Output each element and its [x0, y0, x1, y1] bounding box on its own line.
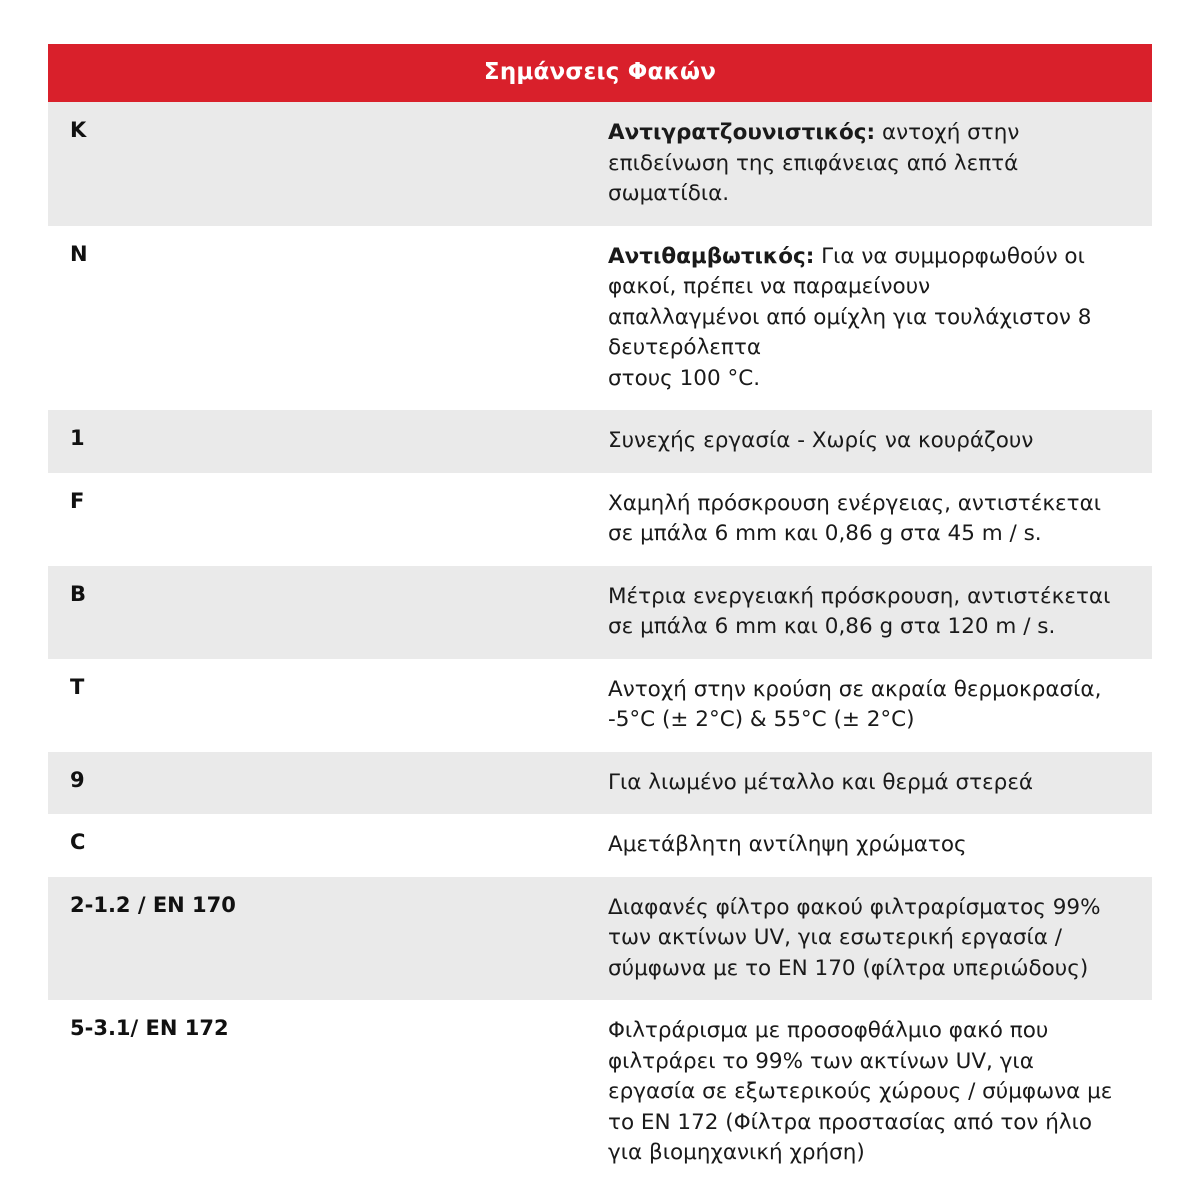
row-description: Συνεχής εργασία - Χωρίς να κουράζουν	[600, 410, 1152, 473]
row-code: N	[48, 226, 600, 411]
table-head	[48, 44, 1152, 102]
row-description-text: αντοχή στην επιδείνωση της επιφάνειας από λεπτά σωματίδια.	[608, 120, 1020, 207]
row-description-text: Για να συμμορφωθούν οι φακοί, πρέπει να παραμείνουν	[608, 243, 1085, 300]
row-description-lead: Αντιθαμβωτικός:	[608, 243, 815, 269]
table-row	[48, 102, 1152, 226]
row-description: Αμετάβλητη αντίληψη χρώματος	[600, 814, 1152, 877]
row-code: 2-1.2 / EN 170	[48, 877, 600, 1001]
table-row	[48, 659, 1152, 752]
row-code: B	[48, 566, 600, 659]
row-code: 9	[48, 752, 600, 815]
row-description-lead: Αντιγρατζουνιστικός:	[608, 120, 876, 145]
row-description: Για λιωμένο μέταλλο και θερμά στερεά	[600, 752, 1152, 815]
row-description-line: στους 100 °C.	[608, 365, 761, 391]
table-row	[48, 226, 1152, 411]
row-description: Αντοχή στην κρούση σε ακραία θερμοκρασία, -5°C (± 2°C) & 55°C (± 2°C)	[600, 659, 1152, 752]
table-row	[48, 877, 1152, 1001]
row-code: 5-3.1/ EN 172	[48, 1000, 600, 1185]
row-code: 1	[48, 410, 600, 473]
row-code: K	[48, 102, 600, 226]
table-header-row	[48, 44, 1152, 102]
table-row	[48, 566, 1152, 659]
row-description: Χαμηλή πρόσκρουση ενέργειας, αντιστέκεται σε μπάλα 6 mm και 0,86 g στα 45 m / s.	[600, 473, 1152, 566]
row-description: Μέτρια ενεργειακή πρόσκρουση, αντιστέκεται σε μπάλα 6 mm και 0,86 g στα 120 m / s.	[600, 566, 1152, 659]
row-description	[600, 226, 1152, 411]
lens-markings-table	[48, 44, 1152, 1185]
table-row	[48, 410, 1152, 473]
table-row	[48, 814, 1152, 877]
row-description: Φιλτράρισμα με προσοφθάλμιο φακό που φιλτράρει το 99% των ακτίνων UV, για εργασία σε εξωτερικούς χώρους / σύμφωνα με το EN 172 (Φίλτρα προστασίας από τον ήλιο για βιομηχανική χρήση)	[600, 1000, 1152, 1185]
table-body	[48, 102, 1152, 1185]
table-row	[48, 752, 1152, 815]
table-row	[48, 473, 1152, 566]
row-code: C	[48, 814, 600, 877]
row-code: F	[48, 473, 600, 566]
row-description: Διαφανές φίλτρο φακού φιλτραρίσματος 99% των ακτίνων UV, για εσωτερική εργασία / σύμφωνα με το EN 170 (φίλτρα υπεριώδους)	[600, 877, 1152, 1001]
row-description-line: απαλλαγμένοι από ομίχλη για τουλάχιστον 8 δευτερόλεπτα	[608, 304, 1092, 361]
row-code: T	[48, 659, 600, 752]
table-title: Σημάνσεις Φακών	[483, 59, 717, 85]
row-description	[600, 102, 1152, 226]
table-row	[48, 1000, 1152, 1185]
